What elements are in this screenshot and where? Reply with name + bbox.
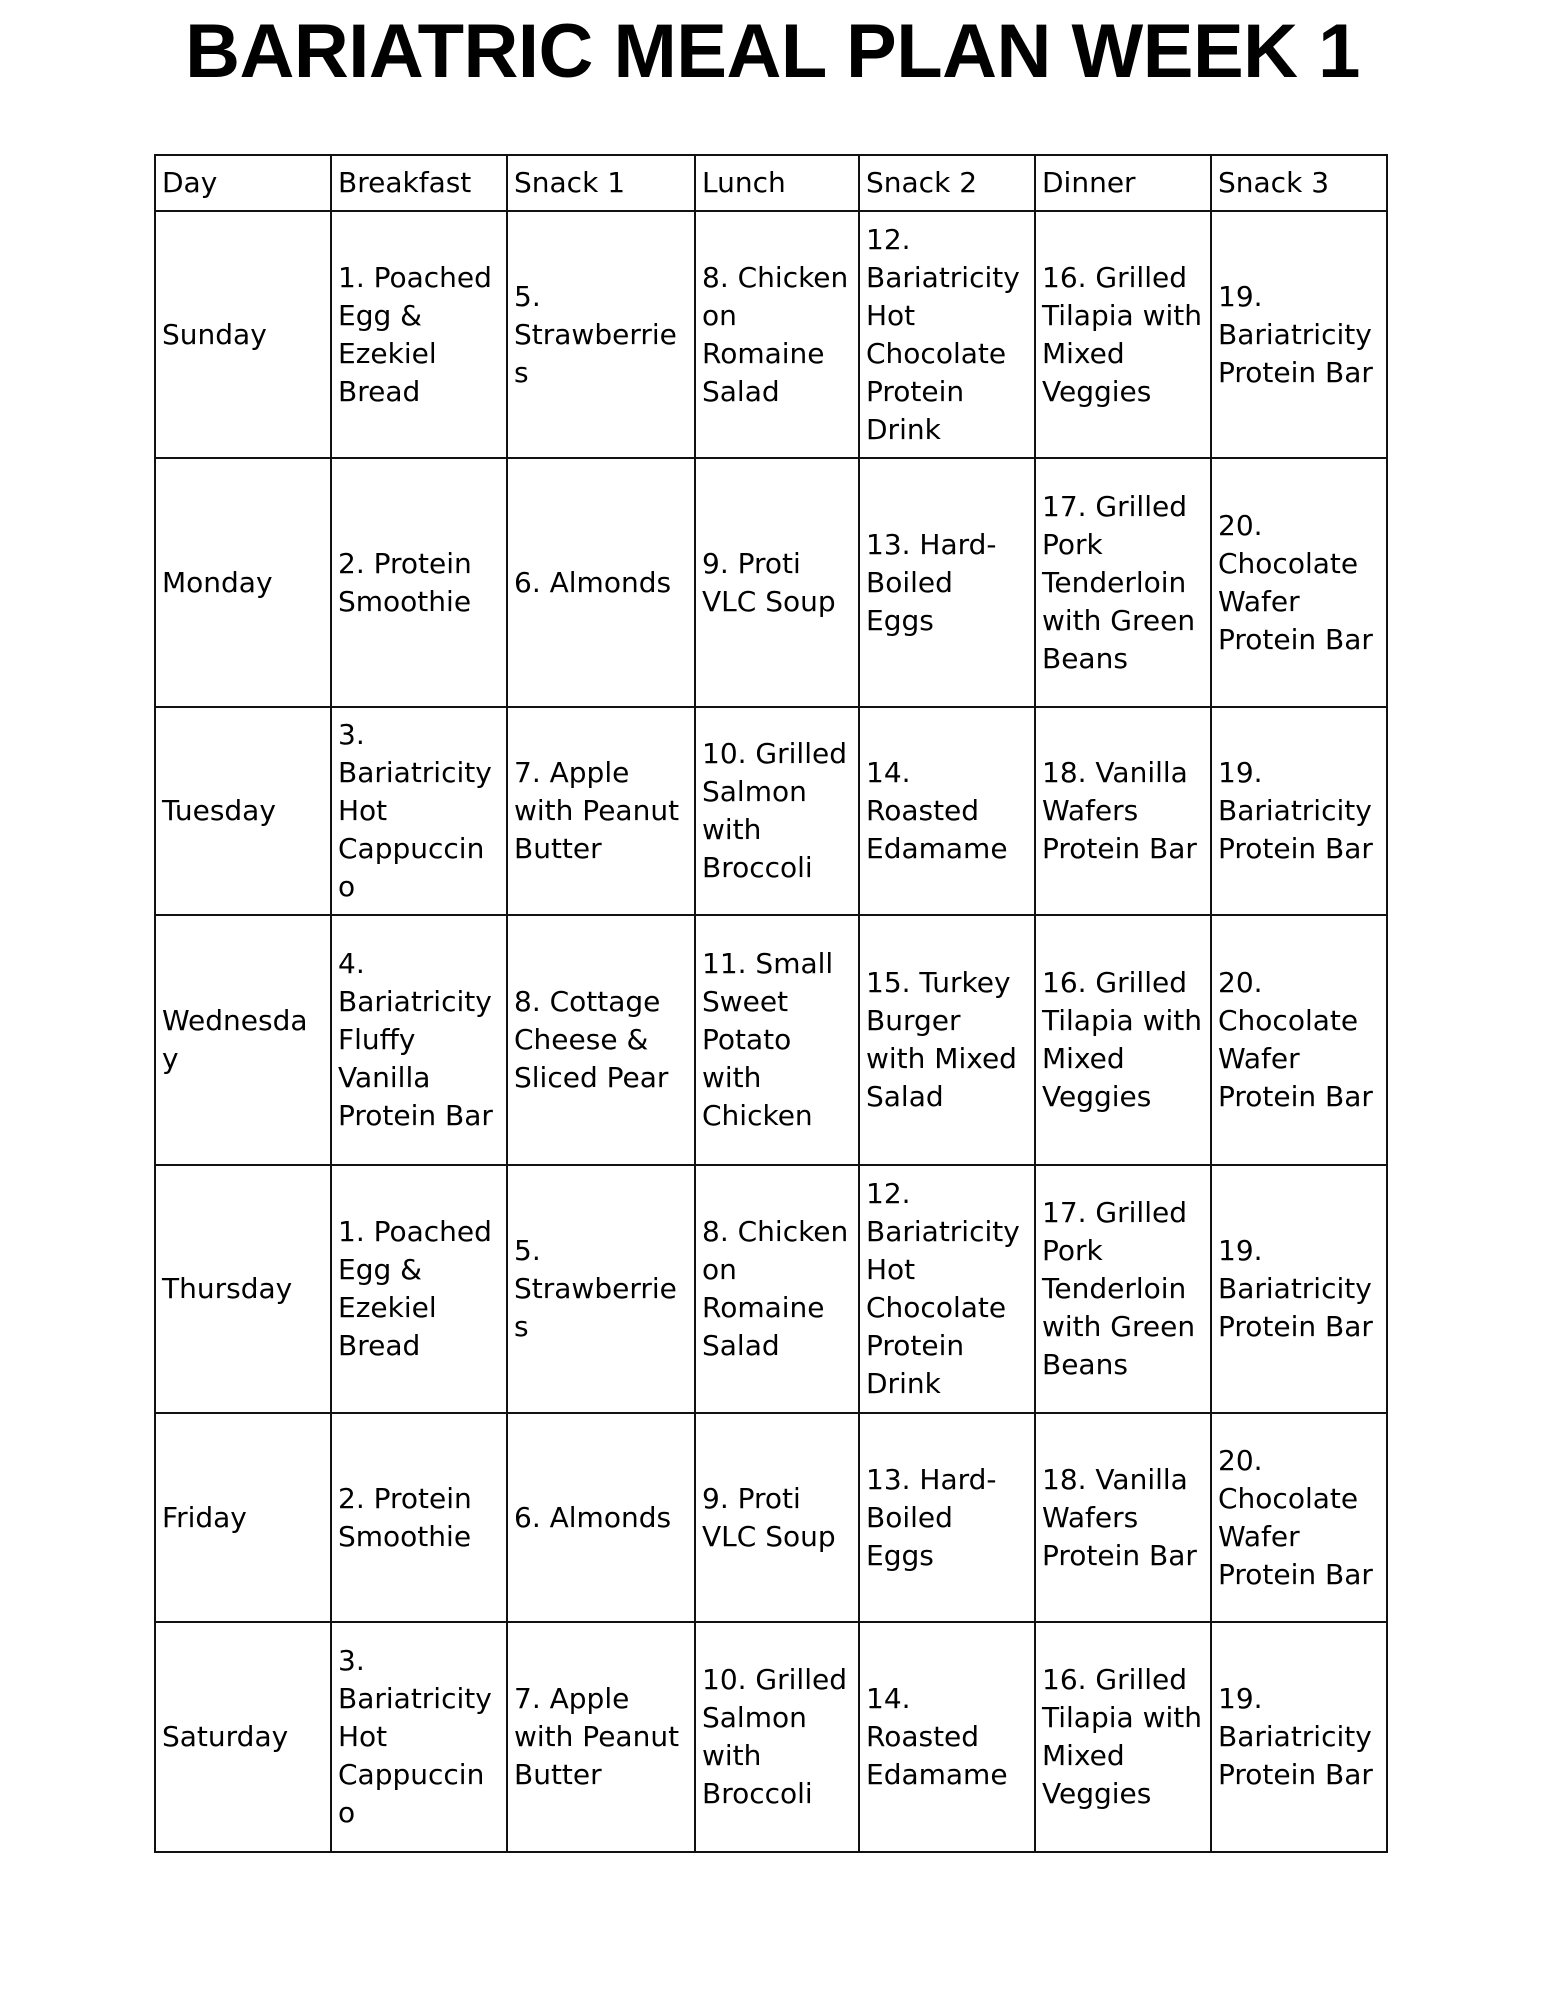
lunch-cell: 10. Grilled Salmon with Broccoli	[695, 707, 859, 915]
breakfast-cell: 3. Bariatricity Hot Cappuccino	[331, 1622, 507, 1852]
lunch-cell: 9. Proti VLC Soup	[695, 1413, 859, 1622]
meal-plan-table	[154, 154, 1388, 1853]
snack-2-cell: 13. Hard-Boiled Eggs	[859, 1413, 1035, 1622]
header-snack-3: Snack 3	[1211, 155, 1387, 211]
snack-3-cell: 20. Chocolate Wafer Protein Bar	[1211, 1413, 1387, 1622]
header-row	[155, 155, 1387, 211]
snack-3-cell: 20. Chocolate Wafer Protein Bar	[1211, 915, 1387, 1165]
snack-1-cell: 6. Almonds	[507, 458, 695, 707]
dinner-cell: 17. Grilled Pork Tenderloin with Green Beans	[1035, 458, 1211, 707]
table-row	[155, 1165, 1387, 1413]
dinner-cell: 17. Grilled Pork Tenderloin with Green Beans	[1035, 1165, 1211, 1413]
dinner-cell: 16. Grilled Tilapia with Mixed Veggies	[1035, 1622, 1211, 1852]
day-cell: Tuesday	[155, 707, 331, 915]
snack-2-cell: 13. Hard-Boiled Eggs	[859, 458, 1035, 707]
header-breakfast: Breakfast	[331, 155, 507, 211]
snack-1-cell: 7. Apple with Peanut Butter	[507, 1622, 695, 1852]
snack-3-cell: 19. Bariatricity Protein Bar	[1211, 211, 1387, 458]
table-row	[155, 211, 1387, 458]
snack-3-cell: 19. Bariatricity Protein Bar	[1211, 707, 1387, 915]
lunch-cell: 9. Proti VLC Soup	[695, 458, 859, 707]
snack-1-cell: 5. Strawberries	[507, 1165, 695, 1413]
table-row	[155, 707, 1387, 915]
day-cell: Saturday	[155, 1622, 331, 1852]
day-cell: Thursday	[155, 1165, 331, 1413]
snack-3-cell: 20. Chocolate Wafer Protein Bar	[1211, 458, 1387, 707]
page-title: BARIATRIC MEAL PLAN WEEK 1	[185, 9, 1360, 94]
snack-2-cell: 14. Roasted Edamame	[859, 707, 1035, 915]
snack-1-cell: 8. Cottage Cheese & Sliced Pear	[507, 915, 695, 1165]
breakfast-cell: 2. Protein Smoothie	[331, 458, 507, 707]
snack-2-cell: 14. Roasted Edamame	[859, 1622, 1035, 1852]
snack-2-cell: 15. Turkey Burger with Mixed Salad	[859, 915, 1035, 1165]
lunch-cell: 8. Chicken on Romaine Salad	[695, 211, 859, 458]
breakfast-cell: 4. Bariatricity Fluffy Vanilla Protein Bar	[331, 915, 507, 1165]
lunch-cell: 8. Chicken on Romaine Salad	[695, 1165, 859, 1413]
snack-1-cell: 6. Almonds	[507, 1413, 695, 1622]
table-row	[155, 915, 1387, 1165]
snack-2-cell: 12. Bariatricity Hot Chocolate Protein Drink	[859, 1165, 1035, 1413]
day-cell: Monday	[155, 458, 331, 707]
snack-1-cell: 5. Strawberries	[507, 211, 695, 458]
snack-3-cell: 19. Bariatricity Protein Bar	[1211, 1165, 1387, 1413]
day-cell: Sunday	[155, 211, 331, 458]
day-cell: Friday	[155, 1413, 331, 1622]
lunch-cell: 11. Small Sweet Potato with Chicken	[695, 915, 859, 1165]
header-snack-2: Snack 2	[859, 155, 1035, 211]
header-day: Day	[155, 155, 331, 211]
lunch-cell: 10. Grilled Salmon with Broccoli	[695, 1622, 859, 1852]
table-row	[155, 1622, 1387, 1852]
snack-1-cell: 7. Apple with Peanut Butter	[507, 707, 695, 915]
dinner-cell: 18. Vanilla Wafers Protein Bar	[1035, 707, 1211, 915]
header-dinner: Dinner	[1035, 155, 1211, 211]
table-row	[155, 1413, 1387, 1622]
header-snack-1: Snack 1	[507, 155, 695, 211]
breakfast-cell: 3. Bariatricity Hot Cappuccino	[331, 707, 507, 915]
header-lunch: Lunch	[695, 155, 859, 211]
snack-3-cell: 19. Bariatricity Protein Bar	[1211, 1622, 1387, 1852]
dinner-cell: 16. Grilled Tilapia with Mixed Veggies	[1035, 915, 1211, 1165]
dinner-cell: 16. Grilled Tilapia with Mixed Veggies	[1035, 211, 1211, 458]
table-row	[155, 458, 1387, 707]
breakfast-cell: 1. Poached Egg & Ezekiel Bread	[331, 1165, 507, 1413]
day-cell: Wednesday	[155, 915, 331, 1165]
dinner-cell: 18. Vanilla Wafers Protein Bar	[1035, 1413, 1211, 1622]
breakfast-cell: 1. Poached Egg & Ezekiel Bread	[331, 211, 507, 458]
breakfast-cell: 2. Protein Smoothie	[331, 1413, 507, 1622]
snack-2-cell: 12. Bariatricity Hot Chocolate Protein Drink	[859, 211, 1035, 458]
